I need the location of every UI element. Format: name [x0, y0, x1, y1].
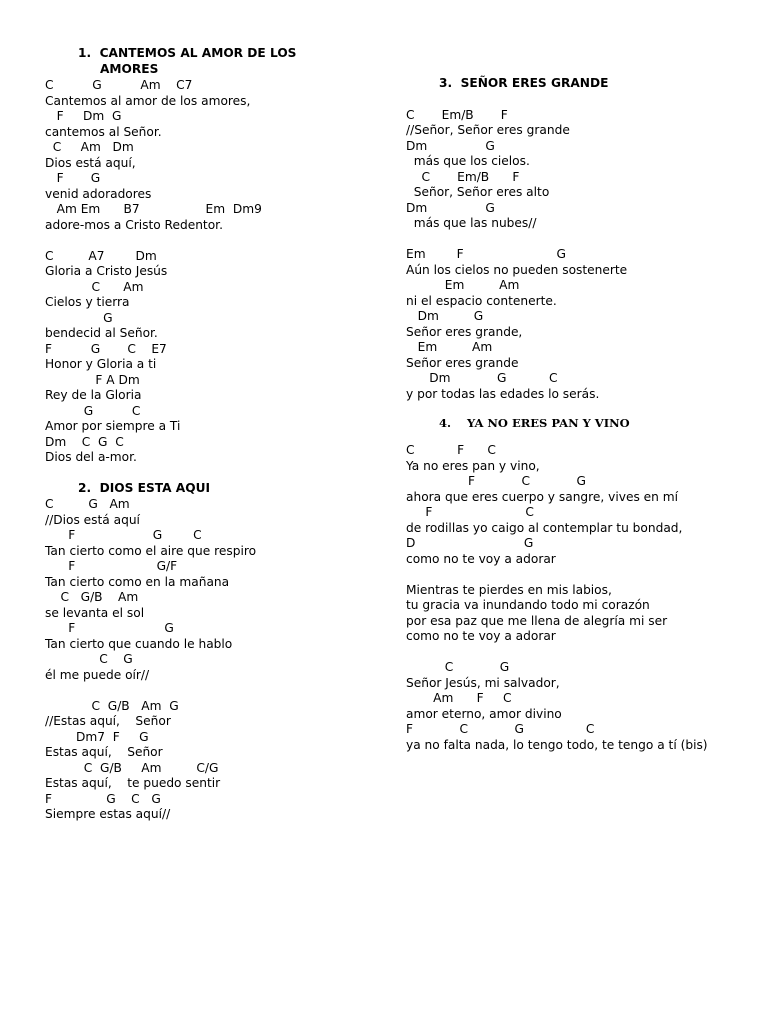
song-1-line: Rey de la Gloria — [45, 388, 142, 402]
song-1-line: C Am Dm — [45, 140, 134, 154]
song-1-line: F Dm G — [45, 109, 122, 123]
song-3-line: Señor eres grande, — [406, 324, 523, 339]
song-1-title-line-2: AMORES — [100, 62, 159, 76]
song-3-line: Em Am — [406, 340, 493, 354]
song-3-line: Dm G — [406, 200, 495, 215]
song-3-line: Señor, Señor eres alto — [406, 185, 550, 199]
song-3-line: Em F G — [406, 247, 566, 261]
song-2-line: Tan cierto como en la mañana — [45, 574, 230, 589]
song-4-line: F C — [406, 505, 534, 519]
song-4-line: ya no falta nada, lo tengo todo, te tengo a tí (bis) — [406, 737, 708, 752]
song-2-line: Siempre estas aquí// — [45, 807, 171, 821]
song-3-line: Dm G — [406, 138, 495, 153]
song-2-line: Estas aquí, Señor — [45, 745, 163, 759]
song-3-title: 3. SEÑOR ERES GRANDE — [439, 76, 609, 90]
song-4-line: de rodillas yo caigo al contemplar tu bondad, — [406, 520, 683, 535]
song-1-line: F A Dm — [45, 372, 140, 387]
song-2-line: //Dios está aquí — [45, 512, 140, 527]
song-1-line: Dm C G C — [45, 434, 124, 449]
song-3-line: Em Am — [406, 278, 520, 292]
song-4-line: por esa paz que me llena de alegría mi ser — [406, 613, 668, 628]
song-4-line: C G — [406, 660, 510, 674]
song-1-line: cantemos al Señor. — [45, 124, 162, 139]
song-2-line: F G C G — [45, 791, 161, 806]
song-2-line: Estas aquí, te puedo sentir — [45, 776, 221, 790]
song-2-line: Dm7 F G — [45, 729, 149, 744]
song-4-title: 4. YA NO ERES PAN Y VINO — [439, 416, 630, 430]
song-3-line: C Em/B F — [406, 107, 508, 122]
song-4-line: D G — [406, 536, 534, 550]
song-1-line: Am Em B7 Em Dm9 — [45, 202, 262, 216]
song-4-line: Mientras te pierdes en mis labios, — [406, 582, 612, 597]
song-1-line: Dios está aquí, — [45, 155, 136, 170]
song-1-line: Dios del a-mor. — [45, 450, 137, 464]
song-2-line: F G/F — [45, 559, 178, 573]
song-4-line: F C G C — [406, 722, 595, 736]
song-4-line: como no te voy a adorar — [406, 629, 556, 643]
song-1-line: venid adoradores — [45, 186, 152, 201]
song-4-line: tu gracia va inundando todo mi corazón — [406, 598, 650, 612]
song-1-line: G — [45, 310, 113, 325]
song-1-line: Amor por siempre a Ti — [45, 419, 181, 433]
song-2-title: 2. DIOS ESTA AQUI — [78, 481, 210, 495]
song-2-line: C G/B Am G — [45, 698, 179, 713]
song-2-line: Tan cierto que cuando le hablo — [45, 636, 233, 651]
song-3-line: ni el espacio contenerte. — [406, 293, 557, 308]
song-3-line: Dm G C — [406, 371, 558, 385]
song-4-line: como no te voy a adorar — [406, 551, 556, 566]
song-1-title-line-1: 1. CANTEMOS AL AMOR DE LOS — [78, 46, 297, 60]
song-1-line: Cielos y tierra — [45, 295, 130, 309]
song-4-line: Ya no eres pan y vino, — [406, 458, 540, 473]
song-1-line: F G C E7 — [45, 341, 167, 356]
song-3-line: Señor eres grande — [406, 355, 519, 370]
song-2-line: F G C — [45, 528, 202, 542]
song-2-line: C G Am — [45, 497, 130, 511]
song-3-line: más que los cielos. — [406, 154, 530, 168]
song-1-line: G C — [45, 403, 141, 418]
song-2-line: Tan cierto como el aire que respiro — [45, 543, 257, 558]
song-3-line: //Señor, Señor eres grande — [406, 123, 570, 137]
song-2-line: se levanta el sol — [45, 605, 145, 620]
song-4-line: Señor Jesús, mi salvador, — [406, 675, 560, 690]
song-2-line: C G/B Am — [45, 590, 139, 604]
song-1-line: Cantemos al amor de los amores, — [45, 93, 251, 108]
song-3-line: y por todas las edades lo serás. — [406, 386, 600, 401]
song-1-line: C A7 Dm — [45, 248, 157, 263]
song-1-line: Honor y Gloria a ti — [45, 357, 157, 371]
song-2-line: F G — [45, 621, 174, 635]
song-1-line: bendecid al Señor. — [45, 326, 158, 340]
song-2-line: C G — [45, 652, 133, 666]
song-4-line: ahora que eres cuerpo y sangre, vives en mí — [406, 489, 679, 504]
song-1-line: C G Am C7 — [45, 78, 193, 92]
song-3-line: más que las nubes// — [406, 216, 537, 230]
song-1-line: F G — [45, 171, 101, 185]
song-4-line: F C G — [406, 474, 586, 488]
song-4-line: amor eterno, amor divino — [406, 706, 562, 721]
song-4-line: C F C — [406, 443, 496, 457]
song-2-line: C G/B Am C/G — [45, 760, 219, 775]
song-3-line: Aún los cielos no pueden sostenerte — [406, 262, 628, 277]
song-1-line: Gloria a Cristo Jesús — [45, 264, 168, 278]
song-4-line: Am F C — [406, 691, 512, 705]
song-1-line: C Am — [45, 279, 144, 294]
song-2-line: él me puede oír// — [45, 667, 150, 682]
song-1-line: adore-mos a Cristo Redentor. — [45, 217, 223, 232]
song-3-line: Dm G — [406, 309, 484, 323]
song-2-line: //Estas aquí, Señor — [45, 714, 171, 728]
song-3-line: C Em/B F — [406, 169, 520, 184]
